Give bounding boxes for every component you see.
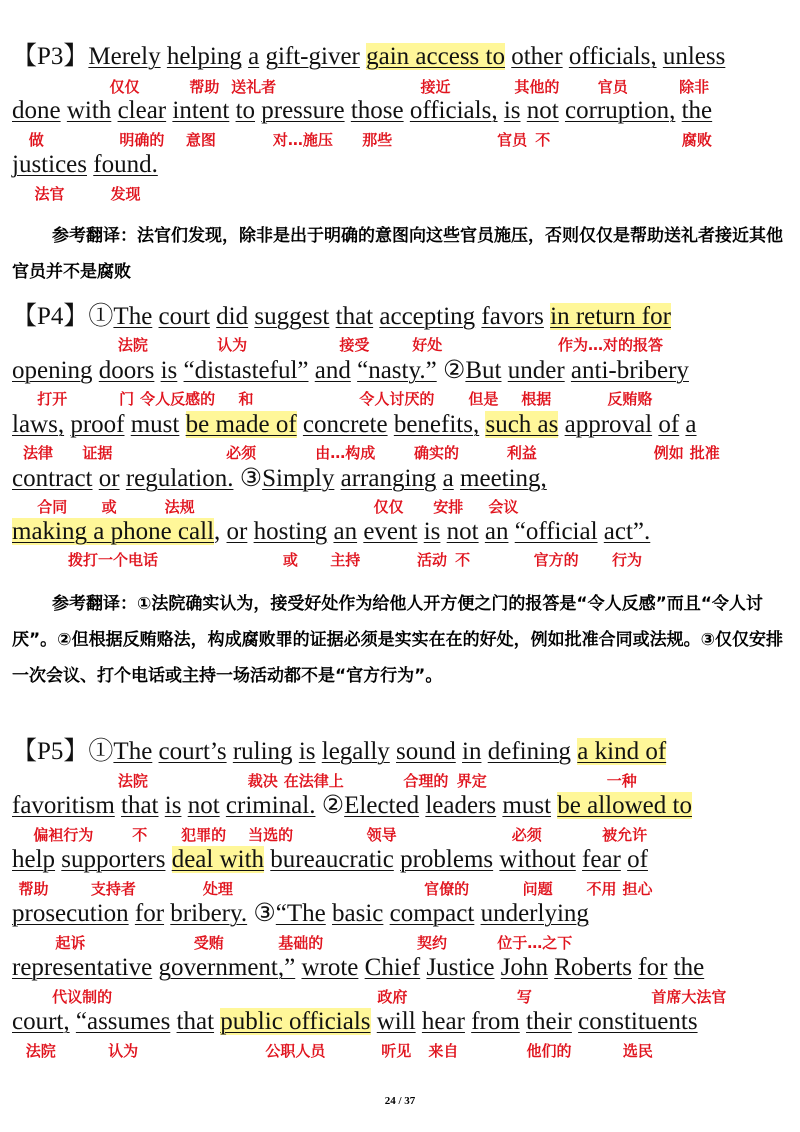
gloss-line (0, 129, 800, 151)
english-word: corruption, (564, 97, 676, 124)
english-word: is (503, 97, 521, 124)
chinese-gloss: 拨打一个电话 (68, 551, 159, 569)
chinese-gloss: 好处 (412, 336, 443, 354)
english-word: wrote (301, 954, 359, 981)
english-word: must (502, 792, 552, 819)
chinese-gloss: 送礼者 (231, 78, 277, 96)
chinese-gloss: 安排 (433, 498, 464, 516)
chinese-gloss: 作为…对的报答 (558, 336, 664, 354)
reference-translation (12, 586, 792, 694)
english-word: must (130, 411, 180, 438)
english-word: problems (400, 846, 494, 873)
english-word: that (335, 303, 374, 330)
chinese-gloss: 被允许 (602, 826, 648, 844)
english-word: helping (166, 43, 242, 70)
gloss-line (0, 824, 800, 846)
translation-text: 法官们发现，除非是出于明确的意图向这些官员施压，否则仅仅是帮助送礼者接近其他官员并不是腐败 (12, 226, 783, 282)
chinese-gloss: 处理 (202, 880, 233, 898)
english-word: without (499, 846, 576, 873)
english-word: The (113, 303, 153, 330)
chinese-gloss: 基础的 (278, 934, 324, 952)
chinese-gloss: 官僚的 (424, 880, 470, 898)
gloss-line (0, 442, 800, 464)
english-word: the (681, 97, 713, 124)
english-word: bribery. (170, 900, 248, 927)
chinese-gloss: 利益 (506, 444, 537, 462)
page-number (0, 1095, 800, 1107)
chinese-gloss: 行为 (612, 551, 643, 569)
chinese-gloss: 界定 (456, 772, 487, 790)
english-word: or (98, 465, 120, 492)
chinese-gloss: 法院 (117, 336, 148, 354)
chinese-gloss: 在法律上 (283, 772, 344, 790)
paragraph-marker: ② (321, 792, 345, 819)
gloss-line (0, 549, 800, 571)
english-word: found. (93, 151, 158, 178)
english-word: supporters (61, 846, 166, 873)
english-word: sound (396, 738, 456, 765)
english-word: deal with (171, 846, 265, 873)
english-line (12, 516, 650, 548)
chinese-gloss: 不用 (586, 880, 617, 898)
english-word: an (484, 518, 509, 545)
chinese-gloss: 位于…之下 (497, 934, 573, 952)
english-word: is (160, 357, 178, 384)
english-word: of (627, 846, 648, 873)
chinese-gloss: 法院 (25, 1042, 56, 1060)
chinese-gloss: 打开 (37, 390, 68, 408)
english-word: for (638, 954, 668, 981)
chinese-gloss: 帮助 (18, 880, 49, 898)
paragraph-marker: ③ (253, 900, 276, 927)
chinese-gloss: 合同 (37, 498, 68, 516)
word-space (179, 411, 185, 438)
paragraph-marker: ① (88, 738, 114, 765)
paragraph-marker: ② (442, 357, 466, 384)
chinese-gloss: 写 (516, 988, 532, 1006)
english-word: a (442, 465, 454, 492)
gloss-line (0, 388, 800, 410)
english-word: in return for (550, 303, 671, 330)
chinese-gloss: 不 (455, 551, 471, 569)
chinese-gloss: 不 (132, 826, 148, 844)
english-word: underlying (480, 900, 589, 927)
paragraph-marker: 【P4】 (12, 303, 89, 330)
chinese-gloss: 批准 (689, 444, 720, 462)
english-word: done (12, 97, 61, 124)
chinese-gloss: 接近 (420, 78, 451, 96)
chinese-gloss: 法官 (34, 185, 65, 203)
gloss-line (0, 496, 800, 518)
english-word: “assumes (75, 1008, 171, 1035)
gloss-line (0, 986, 800, 1008)
chinese-gloss: 会议 (488, 498, 519, 516)
english-word: Elected (344, 792, 420, 819)
chinese-gloss: 领导 (366, 826, 397, 844)
english-word: representative (12, 954, 153, 981)
english-word: in (462, 738, 482, 765)
translation-label: 参考翻译： (52, 594, 137, 614)
english-word: ruling (232, 738, 293, 765)
english-word: pressure (261, 97, 345, 124)
chinese-gloss: 一种 (606, 772, 637, 790)
chinese-gloss: 其他的 (514, 78, 560, 96)
chinese-gloss: 必须 (511, 826, 542, 844)
english-word: favoritism (12, 792, 115, 819)
paragraph-marker: ① (88, 303, 114, 330)
english-word: court, (12, 1008, 70, 1035)
gloss-line (0, 1040, 800, 1062)
chinese-gloss: 对…施压 (272, 131, 333, 149)
english-word: gain access to (366, 43, 505, 70)
reference-translation (12, 218, 792, 290)
english-word: not (526, 97, 559, 124)
chinese-gloss: 公职人员 (265, 1042, 326, 1060)
english-word: Chief (364, 954, 421, 981)
chinese-gloss: 法规 (164, 498, 195, 516)
english-word: from (471, 1008, 520, 1035)
english-word: suggest (254, 303, 330, 330)
chinese-gloss: 和 (238, 390, 254, 408)
english-word: officials, (409, 97, 498, 124)
english-word: their (526, 1008, 572, 1035)
chinese-gloss: 由…构成 (315, 444, 376, 462)
english-word: gift-giver (265, 43, 360, 70)
chinese-gloss: 起诉 (55, 934, 86, 952)
current-page: 24 (384, 1095, 396, 1107)
english-word: the (673, 954, 705, 981)
english-word: for (134, 900, 165, 927)
chinese-gloss: 根据 (521, 390, 552, 408)
chinese-gloss: 支持者 (90, 880, 136, 898)
chinese-gloss: 不 (535, 131, 551, 149)
english-word: meeting, (460, 465, 547, 492)
chinese-gloss: 首席大法官 (651, 988, 727, 1006)
english-line (12, 790, 692, 822)
english-line (12, 898, 589, 930)
english-line (12, 149, 158, 181)
english-word: of (658, 411, 680, 438)
chinese-gloss: 法律 (23, 444, 54, 462)
english-word: or (226, 518, 248, 545)
english-word: regulation. (125, 465, 234, 492)
chinese-gloss: 门 (119, 390, 135, 408)
english-word: opening (12, 357, 93, 384)
english-word: laws, (12, 411, 65, 438)
chinese-gloss: 证据 (82, 444, 113, 462)
english-line (12, 736, 666, 768)
english-word: concrete (302, 411, 388, 438)
english-line (12, 409, 697, 441)
english-word: John (500, 954, 548, 981)
english-line (12, 95, 712, 127)
paragraph-marker: 【P3】 (12, 43, 89, 70)
english-word: a (685, 411, 697, 438)
chinese-gloss: 代议制的 (52, 988, 113, 1006)
gloss-line (0, 183, 800, 205)
english-word: event (363, 518, 418, 545)
english-word: is (423, 518, 441, 545)
english-word: under (507, 357, 565, 384)
chinese-gloss: 确实的 (414, 444, 460, 462)
english-line (12, 301, 671, 333)
chinese-gloss: 接受 (339, 336, 370, 354)
english-word: hosting (253, 518, 328, 545)
english-word: be allowed to (557, 792, 692, 819)
chinese-gloss: 犯罪的 (181, 826, 227, 844)
english-word: Simply (262, 465, 335, 492)
english-word: “distasteful” (183, 357, 309, 384)
chinese-gloss: 选民 (622, 1042, 653, 1060)
total-pages: 37 (404, 1095, 416, 1107)
english-word: will (376, 1008, 416, 1035)
chinese-gloss: 明确的 (119, 131, 165, 149)
english-word: not (187, 792, 220, 819)
chinese-gloss: 主持 (330, 551, 361, 569)
english-word: contract (12, 465, 93, 492)
chinese-gloss: 来自 (428, 1042, 459, 1060)
english-word: The (113, 738, 153, 765)
english-word: fear (582, 846, 621, 873)
english-word: intent (172, 97, 230, 124)
english-word: government,” (158, 954, 296, 981)
chinese-gloss: 腐败 (681, 131, 712, 149)
paragraph-marker: ③ (239, 465, 263, 492)
chinese-gloss: 或 (282, 551, 298, 569)
chinese-gloss: 做 (28, 131, 44, 149)
chinese-gloss: 官方的 (533, 551, 579, 569)
english-word: justices (12, 151, 87, 178)
english-word: with (66, 97, 112, 124)
english-line (12, 844, 648, 876)
chinese-gloss: 或 (101, 498, 117, 516)
english-word: a (248, 43, 260, 70)
chinese-gloss: 但是 (468, 390, 499, 408)
english-word: unless (662, 43, 726, 70)
chinese-gloss: 他们的 (526, 1042, 572, 1060)
english-line (12, 952, 704, 984)
english-word: Merely (88, 43, 161, 70)
english-word: is (298, 738, 316, 765)
chinese-gloss: 担心 (622, 880, 653, 898)
english-word: other (511, 43, 563, 70)
chinese-gloss: 意图 (185, 131, 216, 149)
english-word: clear (117, 97, 167, 124)
chinese-gloss: 令人讨厌的 (359, 390, 435, 408)
english-word: compact (389, 900, 475, 927)
english-word: approval (564, 411, 653, 438)
english-line (12, 355, 689, 387)
chinese-gloss: 发现 (110, 185, 141, 203)
paragraph-marker: 【P5】 (12, 738, 89, 765)
english-word: officials, (568, 43, 657, 70)
english-word: Justice (426, 954, 495, 981)
chinese-gloss: 必须 (226, 444, 257, 462)
english-word: is (164, 792, 182, 819)
gloss-line (0, 932, 800, 954)
english-word: such as (485, 411, 559, 438)
chinese-gloss: 仅仅 (373, 498, 404, 516)
chinese-gloss: 例如 (653, 444, 684, 462)
english-line (12, 463, 547, 495)
english-word: prosecution (12, 900, 129, 927)
word-space (165, 846, 171, 873)
chinese-gloss: 政府 (377, 988, 408, 1006)
english-word: “official (514, 518, 598, 545)
english-word: constituents (578, 1008, 698, 1035)
chinese-gloss: 帮助 (189, 78, 220, 96)
chinese-gloss: 官员 (497, 131, 528, 149)
english-word: doors (98, 357, 155, 384)
english-word: Roberts (554, 954, 632, 981)
english-word: arranging (340, 465, 437, 492)
chinese-gloss: 那些 (362, 131, 393, 149)
english-word: basic (332, 900, 384, 927)
english-word: to (235, 97, 256, 124)
chinese-gloss: 偏袒行为 (33, 826, 94, 844)
english-word: did (216, 303, 249, 330)
chinese-gloss: 问题 (522, 880, 553, 898)
chinese-gloss: 合理的 (403, 772, 449, 790)
english-word: accepting (379, 303, 476, 330)
chinese-gloss: 认为 (217, 336, 248, 354)
chinese-gloss: 契约 (416, 934, 447, 952)
english-word: benefits, (393, 411, 480, 438)
english-word: “nasty.” (357, 357, 437, 384)
english-word: an (333, 518, 358, 545)
english-word: public officials (220, 1008, 371, 1035)
english-word: But (465, 357, 502, 384)
english-word: hear (421, 1008, 465, 1035)
chinese-gloss: 认为 (108, 1042, 139, 1060)
chinese-gloss: 仅仅 (109, 78, 140, 96)
chinese-gloss: 令人反感的 (140, 390, 216, 408)
english-word: help (12, 846, 56, 873)
chinese-gloss: 法院 (117, 772, 148, 790)
english-word: defining (487, 738, 572, 765)
english-word: legally (321, 738, 390, 765)
english-word: making a phone call (12, 518, 215, 545)
english-word: those (350, 97, 404, 124)
gloss-line (0, 770, 800, 792)
english-word: leaders (425, 792, 497, 819)
english-word: criminal. (225, 792, 316, 819)
chinese-gloss: 裁决 (247, 772, 278, 790)
english-word: that (121, 792, 159, 819)
chinese-gloss: 活动 (417, 551, 448, 569)
english-line (12, 1006, 698, 1038)
english-word: favors (481, 303, 544, 330)
english-word: bureaucratic (270, 846, 394, 873)
english-word: act”. (603, 518, 651, 545)
english-word: be made of (185, 411, 297, 438)
chinese-gloss: 反贿赂 (607, 390, 653, 408)
english-word: proof (70, 411, 125, 438)
chinese-gloss: 受贿 (193, 934, 224, 952)
english-line (12, 41, 725, 73)
gloss-line (0, 334, 800, 356)
chinese-gloss: 除非 (679, 78, 710, 96)
english-word: court (158, 303, 210, 330)
word-space: , (214, 518, 227, 545)
chinese-gloss: 官员 (597, 78, 628, 96)
translation-label: 参考翻译： (52, 226, 137, 246)
english-word: not (446, 518, 479, 545)
translation-text: ①法院确实认为，接受好处作为给他人开方便之门的报答是“令人反感”而且“令人讨厌”。②但根据反贿赂法，构成腐败罪的证据必须是实实在在的好处，例如批准合同或法规。③仅仅安排一次会议、打个电话或主持一场活动都不是“官方行为”。 (12, 594, 783, 686)
english-word: a kind of (577, 738, 667, 765)
english-word: “The (275, 900, 326, 927)
english-word: and (314, 357, 351, 384)
english-word: that (176, 1008, 215, 1035)
chinese-gloss: 听见 (381, 1042, 412, 1060)
page-separator: / (398, 1095, 402, 1107)
gloss-line (0, 878, 800, 900)
english-word: anti-bribery (570, 357, 689, 384)
chinese-gloss: 当选的 (248, 826, 294, 844)
english-word: court’s (158, 738, 227, 765)
